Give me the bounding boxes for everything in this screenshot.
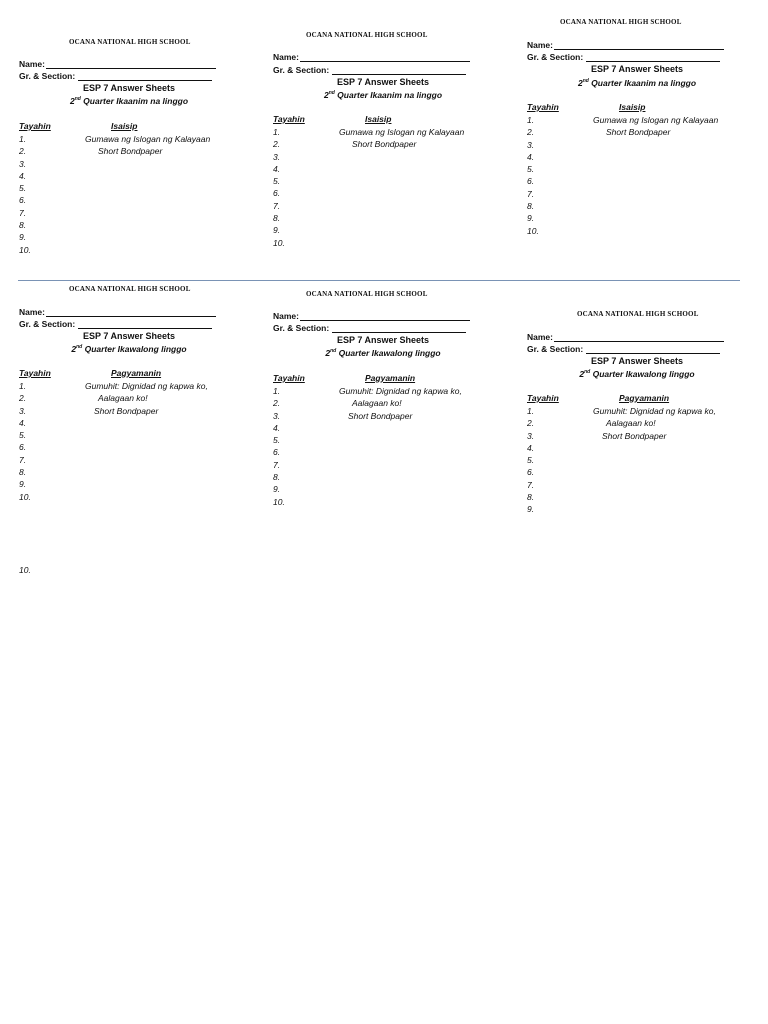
school-name: OCANA NATIONAL HIGH SCHOOL bbox=[577, 310, 699, 318]
list-item bbox=[19, 219, 33, 231]
name-blank bbox=[46, 59, 216, 69]
answer-list bbox=[273, 126, 465, 249]
item-number: 5. bbox=[273, 435, 281, 446]
item-number: 8. bbox=[273, 472, 281, 483]
quarter-number: 2 bbox=[71, 344, 77, 354]
list-item bbox=[273, 483, 287, 495]
item-number: 3. bbox=[19, 405, 27, 416]
quarter-week: Quarter Ikaanim na linggo bbox=[80, 96, 189, 106]
list-item bbox=[19, 182, 33, 194]
quarter-number: 2 bbox=[323, 90, 329, 100]
name-label: Name: bbox=[273, 311, 299, 321]
answer-list bbox=[19, 133, 211, 256]
task-text: Gumawa ng Islogan ng Kalayaan bbox=[85, 134, 211, 144]
list-item bbox=[19, 380, 208, 392]
task-text: Gumawa ng Islogan ng Kalayaan bbox=[593, 115, 719, 125]
column-pagyamanin: Pagyamanin bbox=[111, 368, 162, 378]
list-item bbox=[19, 158, 33, 170]
list-item bbox=[19, 478, 33, 490]
item-number: 9. bbox=[19, 479, 27, 490]
list-item bbox=[19, 392, 148, 404]
task-text: Short Bondpaper bbox=[348, 410, 413, 421]
section-field bbox=[273, 65, 466, 75]
column-tayahin: Tayahin bbox=[527, 393, 559, 403]
list-item bbox=[273, 422, 287, 434]
item-number: 2. bbox=[273, 139, 281, 150]
section-field bbox=[527, 344, 720, 354]
column-tayahin: Tayahin bbox=[19, 368, 51, 378]
task-text: Short Bondpaper bbox=[94, 405, 159, 416]
item-number: 4. bbox=[527, 442, 535, 453]
list-item bbox=[19, 441, 33, 453]
item-number: 6. bbox=[527, 176, 535, 187]
task-text: Aalagaan ko! bbox=[352, 398, 402, 409]
name-field bbox=[527, 332, 724, 342]
column-isaisip: Isaisip bbox=[111, 121, 138, 131]
item-number: 6. bbox=[273, 188, 281, 199]
task-text: Gumuhit: Dignidad ng kapwa ko, bbox=[339, 386, 462, 396]
item-number: 9. bbox=[273, 484, 281, 495]
item-number: 3. bbox=[19, 158, 27, 169]
section-field bbox=[19, 71, 212, 81]
item-number: 4. bbox=[19, 170, 27, 181]
school-name: OCANA NATIONAL HIGH SCHOOL bbox=[69, 285, 191, 293]
item-number: 6. bbox=[273, 447, 281, 458]
sheet-title: ESP 7 Answer Sheets bbox=[336, 77, 430, 87]
list-item bbox=[19, 133, 211, 145]
section-blank bbox=[332, 65, 466, 75]
quarter-number: 2 bbox=[69, 96, 75, 106]
name-field bbox=[19, 59, 216, 69]
name-label: Name: bbox=[273, 52, 299, 62]
name-label: Name: bbox=[527, 332, 553, 342]
list-item bbox=[19, 417, 33, 429]
task-text: Gumuhit: Dignidad ng kapwa ko, bbox=[593, 406, 716, 416]
item-number: 8. bbox=[527, 201, 535, 212]
column-tayahin: Tayahin bbox=[273, 373, 305, 383]
item-number: 8. bbox=[527, 492, 535, 503]
quarter-suffix: nd bbox=[74, 96, 81, 102]
item-number: 10. bbox=[273, 237, 285, 248]
quarter-suffix: nd bbox=[330, 348, 337, 354]
name-blank bbox=[554, 332, 724, 342]
column-isaisip: Isaisip bbox=[365, 114, 392, 124]
sheet-subtitle bbox=[527, 78, 747, 88]
item-number: 7. bbox=[19, 207, 27, 218]
list-item bbox=[273, 410, 413, 422]
name-field bbox=[273, 52, 470, 62]
item-number: 9. bbox=[19, 232, 27, 243]
item-number: 3. bbox=[527, 430, 535, 441]
list-item bbox=[527, 225, 541, 237]
list-item bbox=[527, 188, 541, 200]
name-label: Name: bbox=[527, 40, 553, 50]
quarter-week: Quarter Ikawalong linggo bbox=[82, 344, 187, 354]
list-item bbox=[273, 200, 287, 212]
list-item bbox=[527, 200, 541, 212]
name-field bbox=[19, 307, 216, 317]
answer-list bbox=[527, 114, 719, 237]
section-label: Gr. & Section: bbox=[527, 344, 584, 354]
item-number: 4. bbox=[19, 417, 27, 428]
item-number: 6. bbox=[527, 467, 535, 478]
item-number: 7. bbox=[19, 454, 27, 465]
item-number: 6. bbox=[19, 442, 27, 453]
item-number: 9. bbox=[527, 504, 535, 515]
item-number: 8. bbox=[19, 220, 27, 231]
column-tayahin: Tayahin bbox=[19, 121, 51, 131]
list-item bbox=[273, 459, 287, 471]
sheet-title: ESP 7 Answer Sheets bbox=[590, 64, 684, 74]
name-label: Name: bbox=[19, 307, 45, 317]
name-field bbox=[527, 40, 724, 50]
list-item bbox=[273, 224, 287, 236]
item-number: 3. bbox=[273, 410, 281, 421]
list-item bbox=[273, 187, 287, 199]
school-name: OCANA NATIONAL HIGH SCHOOL bbox=[560, 18, 682, 26]
item-number: 4. bbox=[527, 151, 535, 162]
sheet-title: ESP 7 Answer Sheets bbox=[82, 83, 176, 93]
list-item bbox=[19, 170, 33, 182]
list-item bbox=[527, 503, 541, 515]
list-item bbox=[19, 244, 33, 256]
section-field bbox=[527, 52, 720, 62]
list-item bbox=[527, 417, 656, 429]
section-field bbox=[19, 319, 212, 329]
list-item bbox=[527, 151, 541, 163]
item-number: 7. bbox=[273, 459, 281, 470]
school-name: OCANA NATIONAL HIGH SCHOOL bbox=[306, 31, 428, 39]
item-number: 1. bbox=[273, 386, 281, 396]
list-item bbox=[19, 231, 33, 243]
item-number: 1. bbox=[273, 127, 281, 137]
list-item bbox=[273, 496, 287, 508]
list-item bbox=[273, 434, 287, 446]
item-number: 2. bbox=[273, 398, 281, 409]
sheet-subtitle bbox=[273, 348, 493, 358]
section-blank bbox=[332, 323, 466, 333]
item-number: 7. bbox=[527, 479, 535, 490]
list-item bbox=[19, 207, 33, 219]
column-pagyamanin: Pagyamanin bbox=[365, 373, 416, 383]
list-item bbox=[527, 163, 541, 175]
list-item bbox=[273, 471, 287, 483]
list-item bbox=[19, 454, 33, 466]
list-item bbox=[273, 151, 287, 163]
item-number: 6. bbox=[19, 195, 27, 206]
task-text: Gumawa ng Islogan ng Kalayaan bbox=[339, 127, 465, 137]
list-item bbox=[19, 429, 33, 441]
list-item bbox=[527, 491, 541, 503]
school-name: OCANA NATIONAL HIGH SCHOOL bbox=[306, 290, 428, 298]
list-item bbox=[19, 466, 33, 478]
name-blank bbox=[300, 311, 470, 321]
sheet-subtitle bbox=[19, 344, 239, 354]
sheet-subtitle bbox=[527, 369, 747, 379]
section-label: Gr. & Section: bbox=[19, 71, 76, 81]
section-label: Gr. & Section: bbox=[273, 323, 330, 333]
item-number: 7. bbox=[527, 188, 535, 199]
item-number: 10. bbox=[527, 225, 539, 236]
task-text: Aalagaan ko! bbox=[606, 418, 656, 429]
item-number: 5. bbox=[19, 430, 27, 441]
section-blank bbox=[78, 319, 212, 329]
item-number: 5. bbox=[273, 176, 281, 187]
column-isaisip: Isaisip bbox=[619, 102, 646, 112]
list-item bbox=[527, 114, 719, 126]
column-tayahin: Tayahin bbox=[527, 102, 559, 112]
section-divider bbox=[18, 280, 740, 281]
list-item bbox=[19, 145, 163, 157]
name-field bbox=[273, 311, 470, 321]
task-text: Short Bondpaper bbox=[606, 127, 671, 138]
list-item bbox=[273, 212, 287, 224]
quarter-week: Quarter Ikaanim na linggo bbox=[334, 90, 443, 100]
item-number: 4. bbox=[273, 422, 281, 433]
item-number: 3. bbox=[527, 139, 535, 150]
answer-list bbox=[19, 380, 208, 503]
answer-list bbox=[273, 385, 462, 508]
name-blank bbox=[300, 52, 470, 62]
sheet-title: ESP 7 Answer Sheets bbox=[82, 331, 176, 341]
section-field bbox=[273, 323, 466, 333]
sheet-subtitle bbox=[19, 96, 239, 106]
list-item bbox=[273, 163, 287, 175]
name-label: Name: bbox=[19, 59, 45, 69]
item-number: 1. bbox=[19, 381, 27, 391]
list-item bbox=[527, 139, 541, 151]
item-number: 10. bbox=[19, 491, 31, 502]
list-item bbox=[273, 175, 287, 187]
item-number: 2. bbox=[527, 127, 535, 138]
item-number: 5. bbox=[527, 455, 535, 466]
list-item bbox=[527, 430, 667, 442]
list-item bbox=[527, 126, 671, 138]
section-blank bbox=[78, 71, 212, 81]
list-item bbox=[273, 446, 287, 458]
item-number: 8. bbox=[19, 467, 27, 478]
task-text: Aalagaan ko! bbox=[98, 393, 148, 404]
list-item bbox=[19, 491, 33, 503]
stray-item-number: 10. bbox=[19, 565, 31, 575]
item-number: 2. bbox=[19, 393, 27, 404]
name-blank bbox=[554, 40, 724, 50]
answer-list bbox=[527, 405, 716, 516]
item-number: 7. bbox=[273, 200, 281, 211]
section-label: Gr. & Section: bbox=[19, 319, 76, 329]
item-number: 10. bbox=[19, 244, 31, 255]
list-item bbox=[527, 466, 541, 478]
item-number: 2. bbox=[19, 146, 27, 157]
column-pagyamanin: Pagyamanin bbox=[619, 393, 670, 403]
list-item bbox=[527, 212, 541, 224]
task-text: Short Bondpaper bbox=[98, 146, 163, 157]
list-item bbox=[273, 138, 417, 150]
item-number: 5. bbox=[19, 183, 27, 194]
task-text: Gumuhit: Dignidad ng kapwa ko, bbox=[85, 381, 208, 391]
quarter-week: Quarter Ikaanim na linggo bbox=[588, 78, 697, 88]
item-number: 10. bbox=[273, 496, 285, 507]
list-item bbox=[527, 479, 541, 491]
item-number: 4. bbox=[273, 163, 281, 174]
quarter-suffix: nd bbox=[328, 90, 335, 96]
item-number: 1. bbox=[527, 115, 535, 125]
item-number: 9. bbox=[527, 213, 535, 224]
quarter-suffix: nd bbox=[76, 344, 83, 350]
list-item bbox=[527, 405, 716, 417]
quarter-number: 2 bbox=[579, 369, 585, 379]
list-item bbox=[19, 405, 159, 417]
list-item bbox=[527, 454, 541, 466]
quarter-number: 2 bbox=[325, 348, 331, 358]
list-item bbox=[19, 194, 33, 206]
school-name: OCANA NATIONAL HIGH SCHOOL bbox=[69, 38, 191, 46]
item-number: 1. bbox=[19, 134, 27, 144]
section-label: Gr. & Section: bbox=[527, 52, 584, 62]
list-item bbox=[273, 126, 465, 138]
name-blank bbox=[46, 307, 216, 317]
section-blank bbox=[586, 52, 720, 62]
quarter-week: Quarter Ikawalong linggo bbox=[590, 369, 695, 379]
list-item bbox=[527, 175, 541, 187]
quarter-suffix: nd bbox=[582, 78, 589, 84]
list-item bbox=[273, 397, 402, 409]
item-number: 9. bbox=[273, 225, 281, 236]
quarter-week: Quarter Ikawalong linggo bbox=[336, 348, 441, 358]
sheet-title: ESP 7 Answer Sheets bbox=[590, 356, 684, 366]
item-number: 2. bbox=[527, 418, 535, 429]
task-text: Short Bondpaper bbox=[352, 139, 417, 150]
item-number: 5. bbox=[527, 164, 535, 175]
quarter-number: 2 bbox=[577, 78, 583, 88]
column-tayahin: Tayahin bbox=[273, 114, 305, 124]
item-number: 3. bbox=[273, 151, 281, 162]
section-label: Gr. & Section: bbox=[273, 65, 330, 75]
list-item bbox=[273, 385, 462, 397]
list-item bbox=[273, 237, 287, 249]
quarter-suffix: nd bbox=[584, 369, 591, 375]
list-item bbox=[527, 442, 541, 454]
sheet-title: ESP 7 Answer Sheets bbox=[336, 335, 430, 345]
section-blank bbox=[586, 344, 720, 354]
item-number: 8. bbox=[273, 213, 281, 224]
item-number: 1. bbox=[527, 406, 535, 416]
sheet-subtitle bbox=[273, 90, 493, 100]
task-text: Short Bondpaper bbox=[602, 430, 667, 441]
